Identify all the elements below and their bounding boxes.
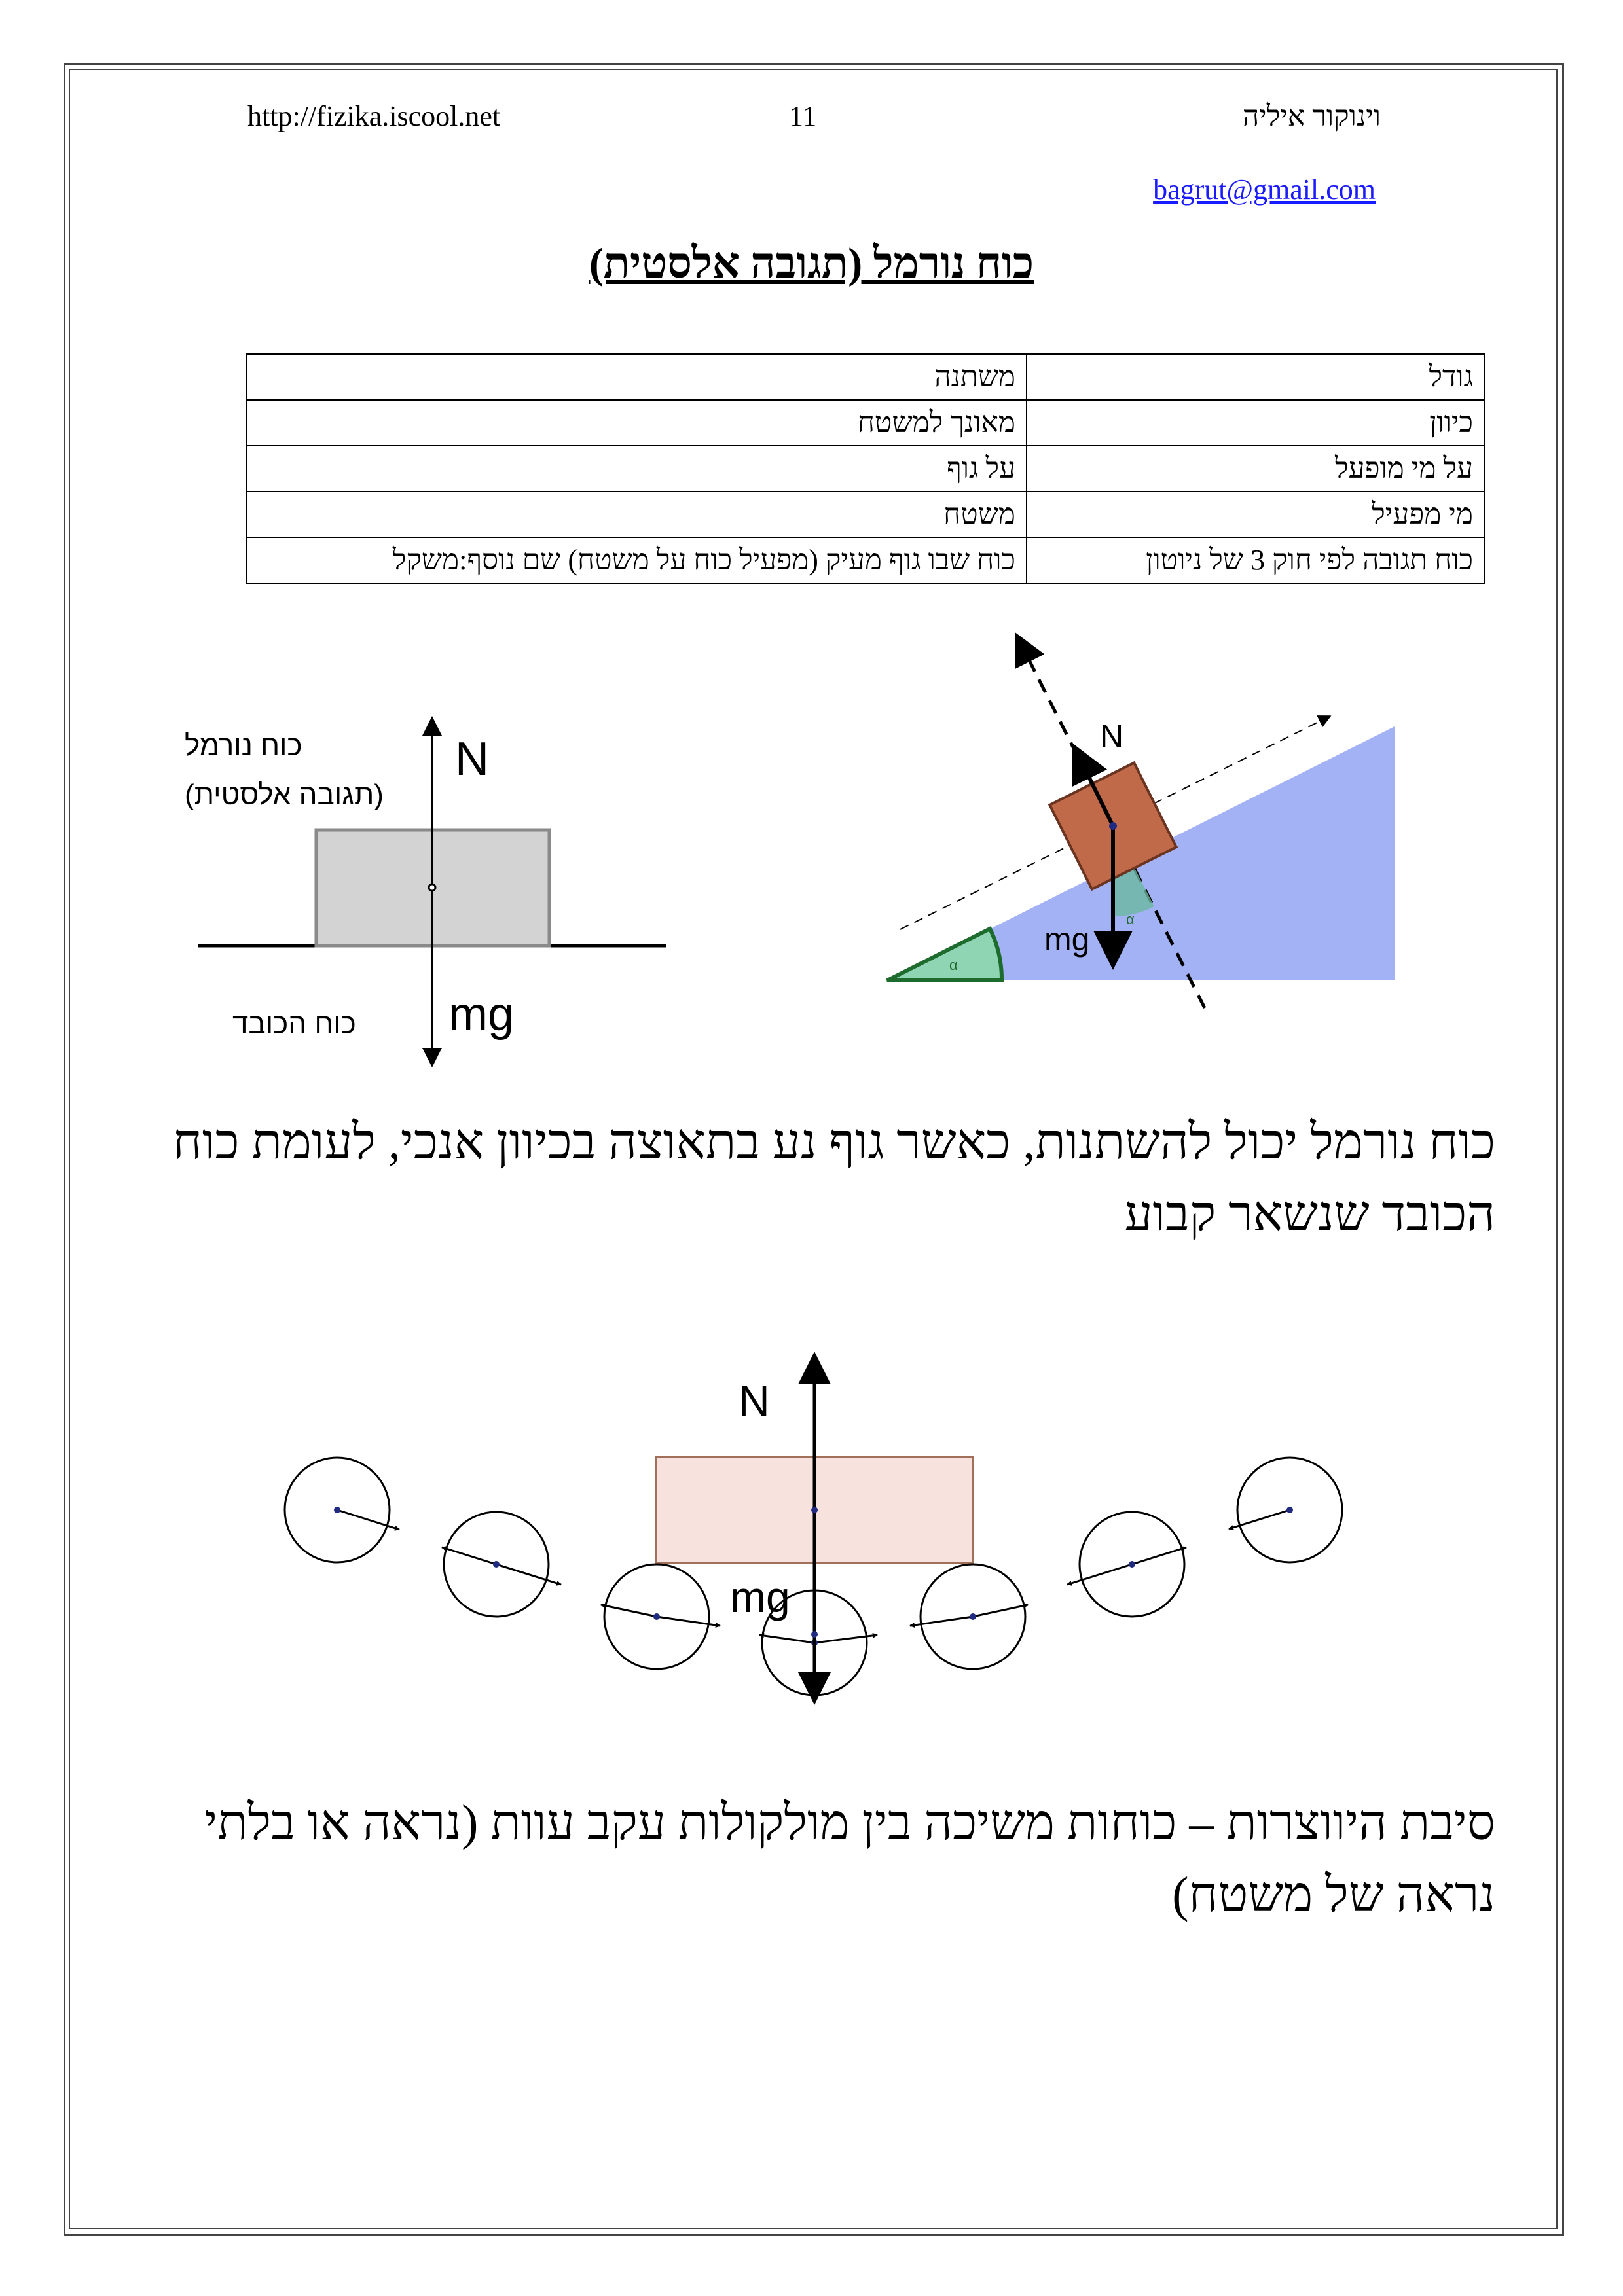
page-number: 11 [789, 100, 817, 132]
flat-mg-label: mg [448, 988, 515, 1041]
property-cell: כיוון [1027, 400, 1484, 446]
incline-center-dot [1109, 822, 1117, 830]
angle-alpha-label-top: α [1126, 911, 1135, 927]
molecule-6 [1067, 1512, 1186, 1617]
figure-molecules [285, 1358, 1342, 1698]
molecule-N-label: N [739, 1376, 770, 1425]
header-url[interactable]: http://fizika.iscool.net [247, 100, 501, 132]
incline-mg-label: mg [1044, 921, 1090, 958]
incline-N-label: N [1100, 718, 1124, 755]
page-title: כוח נורמל (תגובה אלסטית) [589, 240, 1034, 287]
normal-force-label: כוח נורמל [185, 730, 302, 762]
header-author: וינוקור איליה [1242, 100, 1381, 132]
value-cell: מאונך למשטח [246, 400, 1027, 446]
paragraph-normal-variation: כוח נורמל יכול להשתנות, כאשר גוף נע בתאוצה בכיוון אנכי, לעומת כוח הכובד שנשאר קבוע [172, 1115, 1495, 1242]
property-cell: על מי מופעל [1027, 446, 1484, 492]
molecule-mg-label: mg [730, 1573, 790, 1621]
property-cell: גודל [1027, 354, 1484, 400]
value-cell: כוח שבו גוף מעיק (מפעיל כוח על משטח) שם נוסף:משקל [246, 537, 1027, 583]
molecule-5 [910, 1564, 1028, 1669]
center-point [429, 884, 435, 891]
molecule-3 [601, 1564, 720, 1669]
value-cell: על גוף [246, 446, 1027, 492]
angle-base [887, 929, 1002, 980]
elastic-response-label: (תגובה אלסטית) [185, 779, 384, 811]
molecule-1 [285, 1458, 399, 1562]
property-cell: כוח תגובה לפי חוק 3 של ניוטון [1027, 537, 1484, 583]
molecule-7 [1229, 1458, 1342, 1562]
block-center-dot [811, 1507, 818, 1513]
flat-N-label: N [455, 733, 489, 785]
value-cell: משטח [246, 492, 1027, 537]
paragraph-origin: סיבת היווצרות – כוחות משיכה בין מולקולות עקב עוות (נראה או בלתי נראה של משטח) [204, 1795, 1495, 1922]
value-cell: משתנה [246, 354, 1027, 400]
property-cell: מי מפעיל [1027, 492, 1484, 537]
figure-incline [887, 638, 1395, 1008]
contact-dot [811, 1631, 818, 1638]
molecule-2 [442, 1512, 561, 1617]
angle-alpha-label-base: α [949, 957, 958, 973]
gravity-force-label: כוח הכובד [232, 1008, 356, 1040]
header-email-link[interactable]: bagrut@gmail.com [1153, 173, 1376, 206]
